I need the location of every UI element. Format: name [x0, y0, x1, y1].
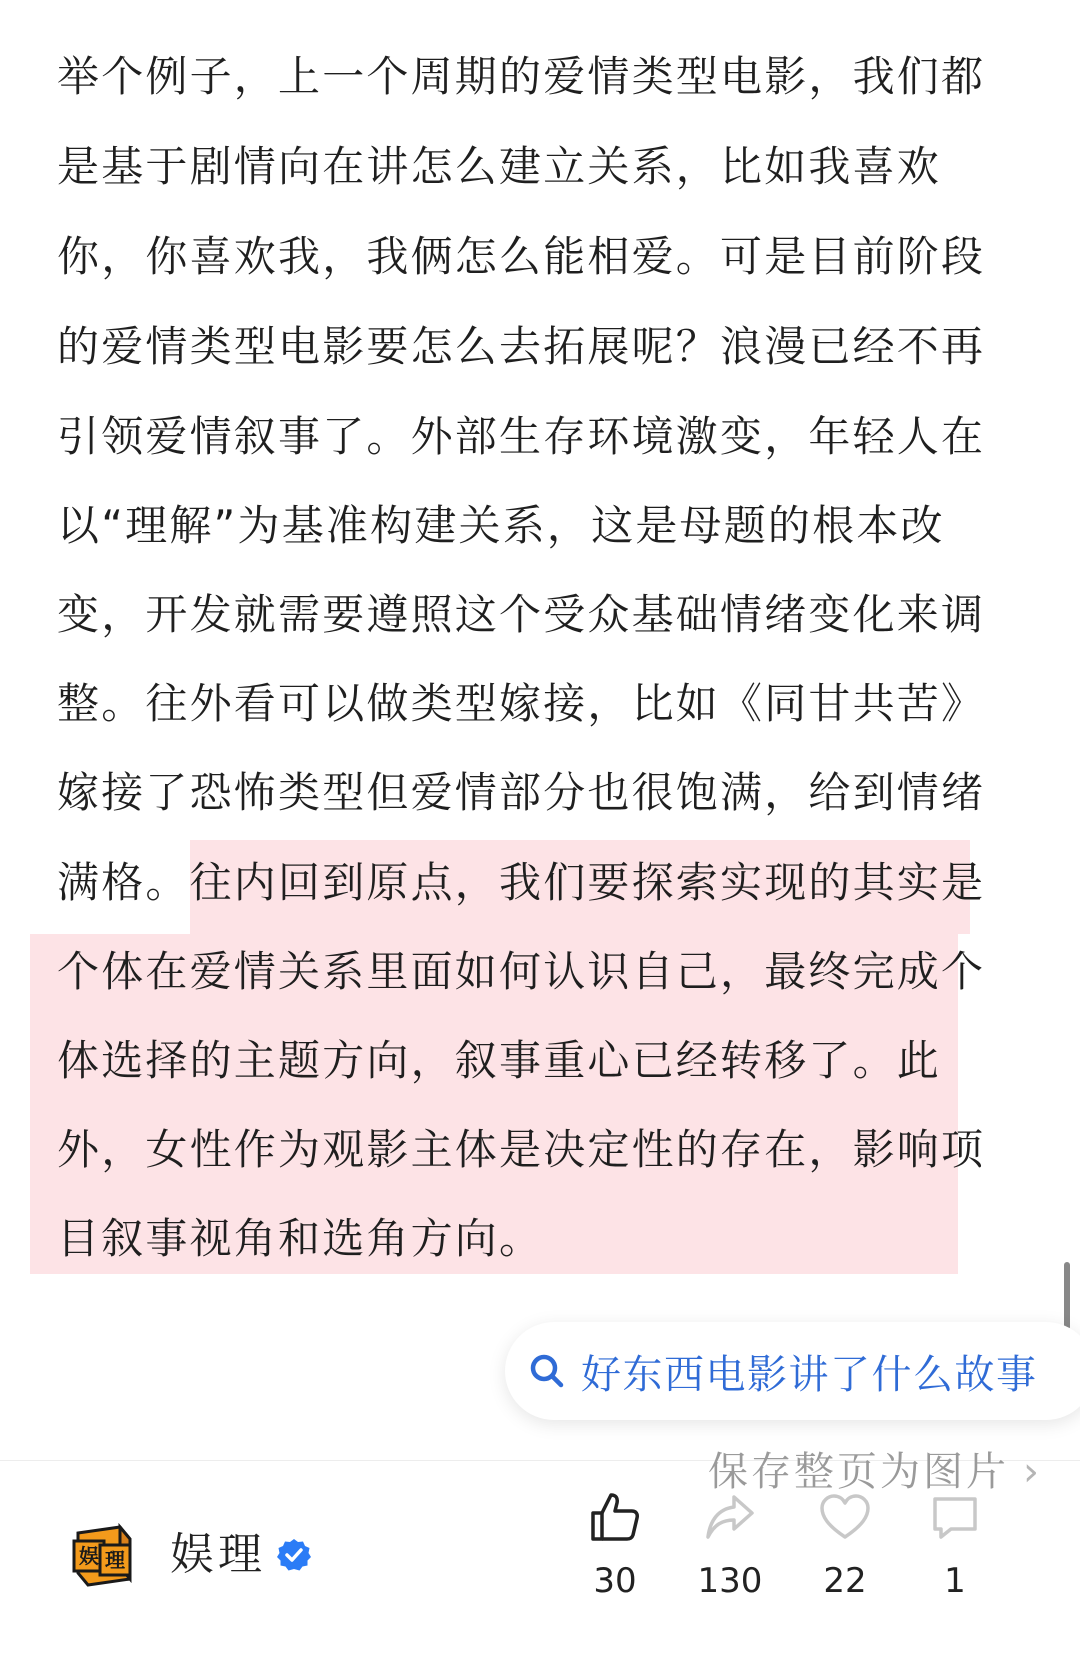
author-logo[interactable] [68, 1519, 138, 1591]
svg-text:理: 理 [105, 1548, 125, 1572]
comment-count: 1 [944, 1561, 966, 1601]
paragraph-line: 是基于剧情向在讲怎么建立关系，比如我喜欢 [57, 142, 942, 191]
verified-badge-icon [276, 1537, 312, 1573]
svg-text:娱: 娱 [79, 1544, 99, 1568]
scrollbar[interactable] [1064, 1262, 1070, 1330]
highlighted-text: 往内回到原点，我们要探索实现的其实是 [189, 858, 986, 907]
highlighted-line: 体选择的主题方向，叙事重心已经转移了。此 [57, 1036, 942, 1085]
save-page-label: 保存整页为图片 [708, 1449, 1009, 1495]
like-button[interactable] [560, 1489, 670, 1601]
paragraph-line: 举个例子，上一个周期的爱情类型电影，我们都 [57, 52, 986, 101]
paragraph-line: 整。往外看可以做类型嫁接，比如《同甘共苦》 [57, 679, 986, 728]
favorite-count: 22 [823, 1561, 867, 1601]
search-icon [527, 1351, 567, 1391]
chevron-right-icon: › [1023, 1449, 1042, 1495]
paragraph-line: 变，开发就需要遵照这个受众基础情绪变化来调 [57, 590, 986, 639]
save-page-as-image-button[interactable] [708, 1432, 1042, 1512]
thumbs-up-icon [587, 1489, 643, 1545]
paragraph-line: 引领爱情叙事了。外部生存环境激变，年轻人在 [57, 412, 986, 461]
like-count: 30 [593, 1561, 637, 1601]
related-search-query: 好东西电影讲了什么故事 [581, 1351, 1038, 1398]
paragraph-line: 的爱情类型电影要怎么去拓展呢？浪漫已经不再 [57, 322, 986, 371]
share-count: 130 [697, 1561, 763, 1601]
highlighted-line: 个体在爱情关系里面如何认识自己，最终完成个 [57, 947, 986, 996]
paragraph-line: 以“理解”为基准构建关系，这是母题的根本改 [57, 501, 945, 550]
highlighted-line: 目叙事视角和选角方向。 [57, 1214, 544, 1263]
paragraph-line-mixed [57, 836, 985, 930]
plain-text: 满格。 [57, 858, 190, 907]
related-search-pill[interactable] [505, 1322, 1080, 1420]
highlighted-line: 外，女性作为观影主体是决定性的存在，影响项 [57, 1125, 986, 1174]
author-name[interactable]: 娱理 [170, 1529, 266, 1580]
paragraph-line: 嫁接了恐怖类型但爱情部分也很饱满，给到情绪 [57, 768, 986, 817]
paragraph-line: 你，你喜欢我，我俩怎么能相爱。可是目前阶段 [57, 232, 986, 281]
